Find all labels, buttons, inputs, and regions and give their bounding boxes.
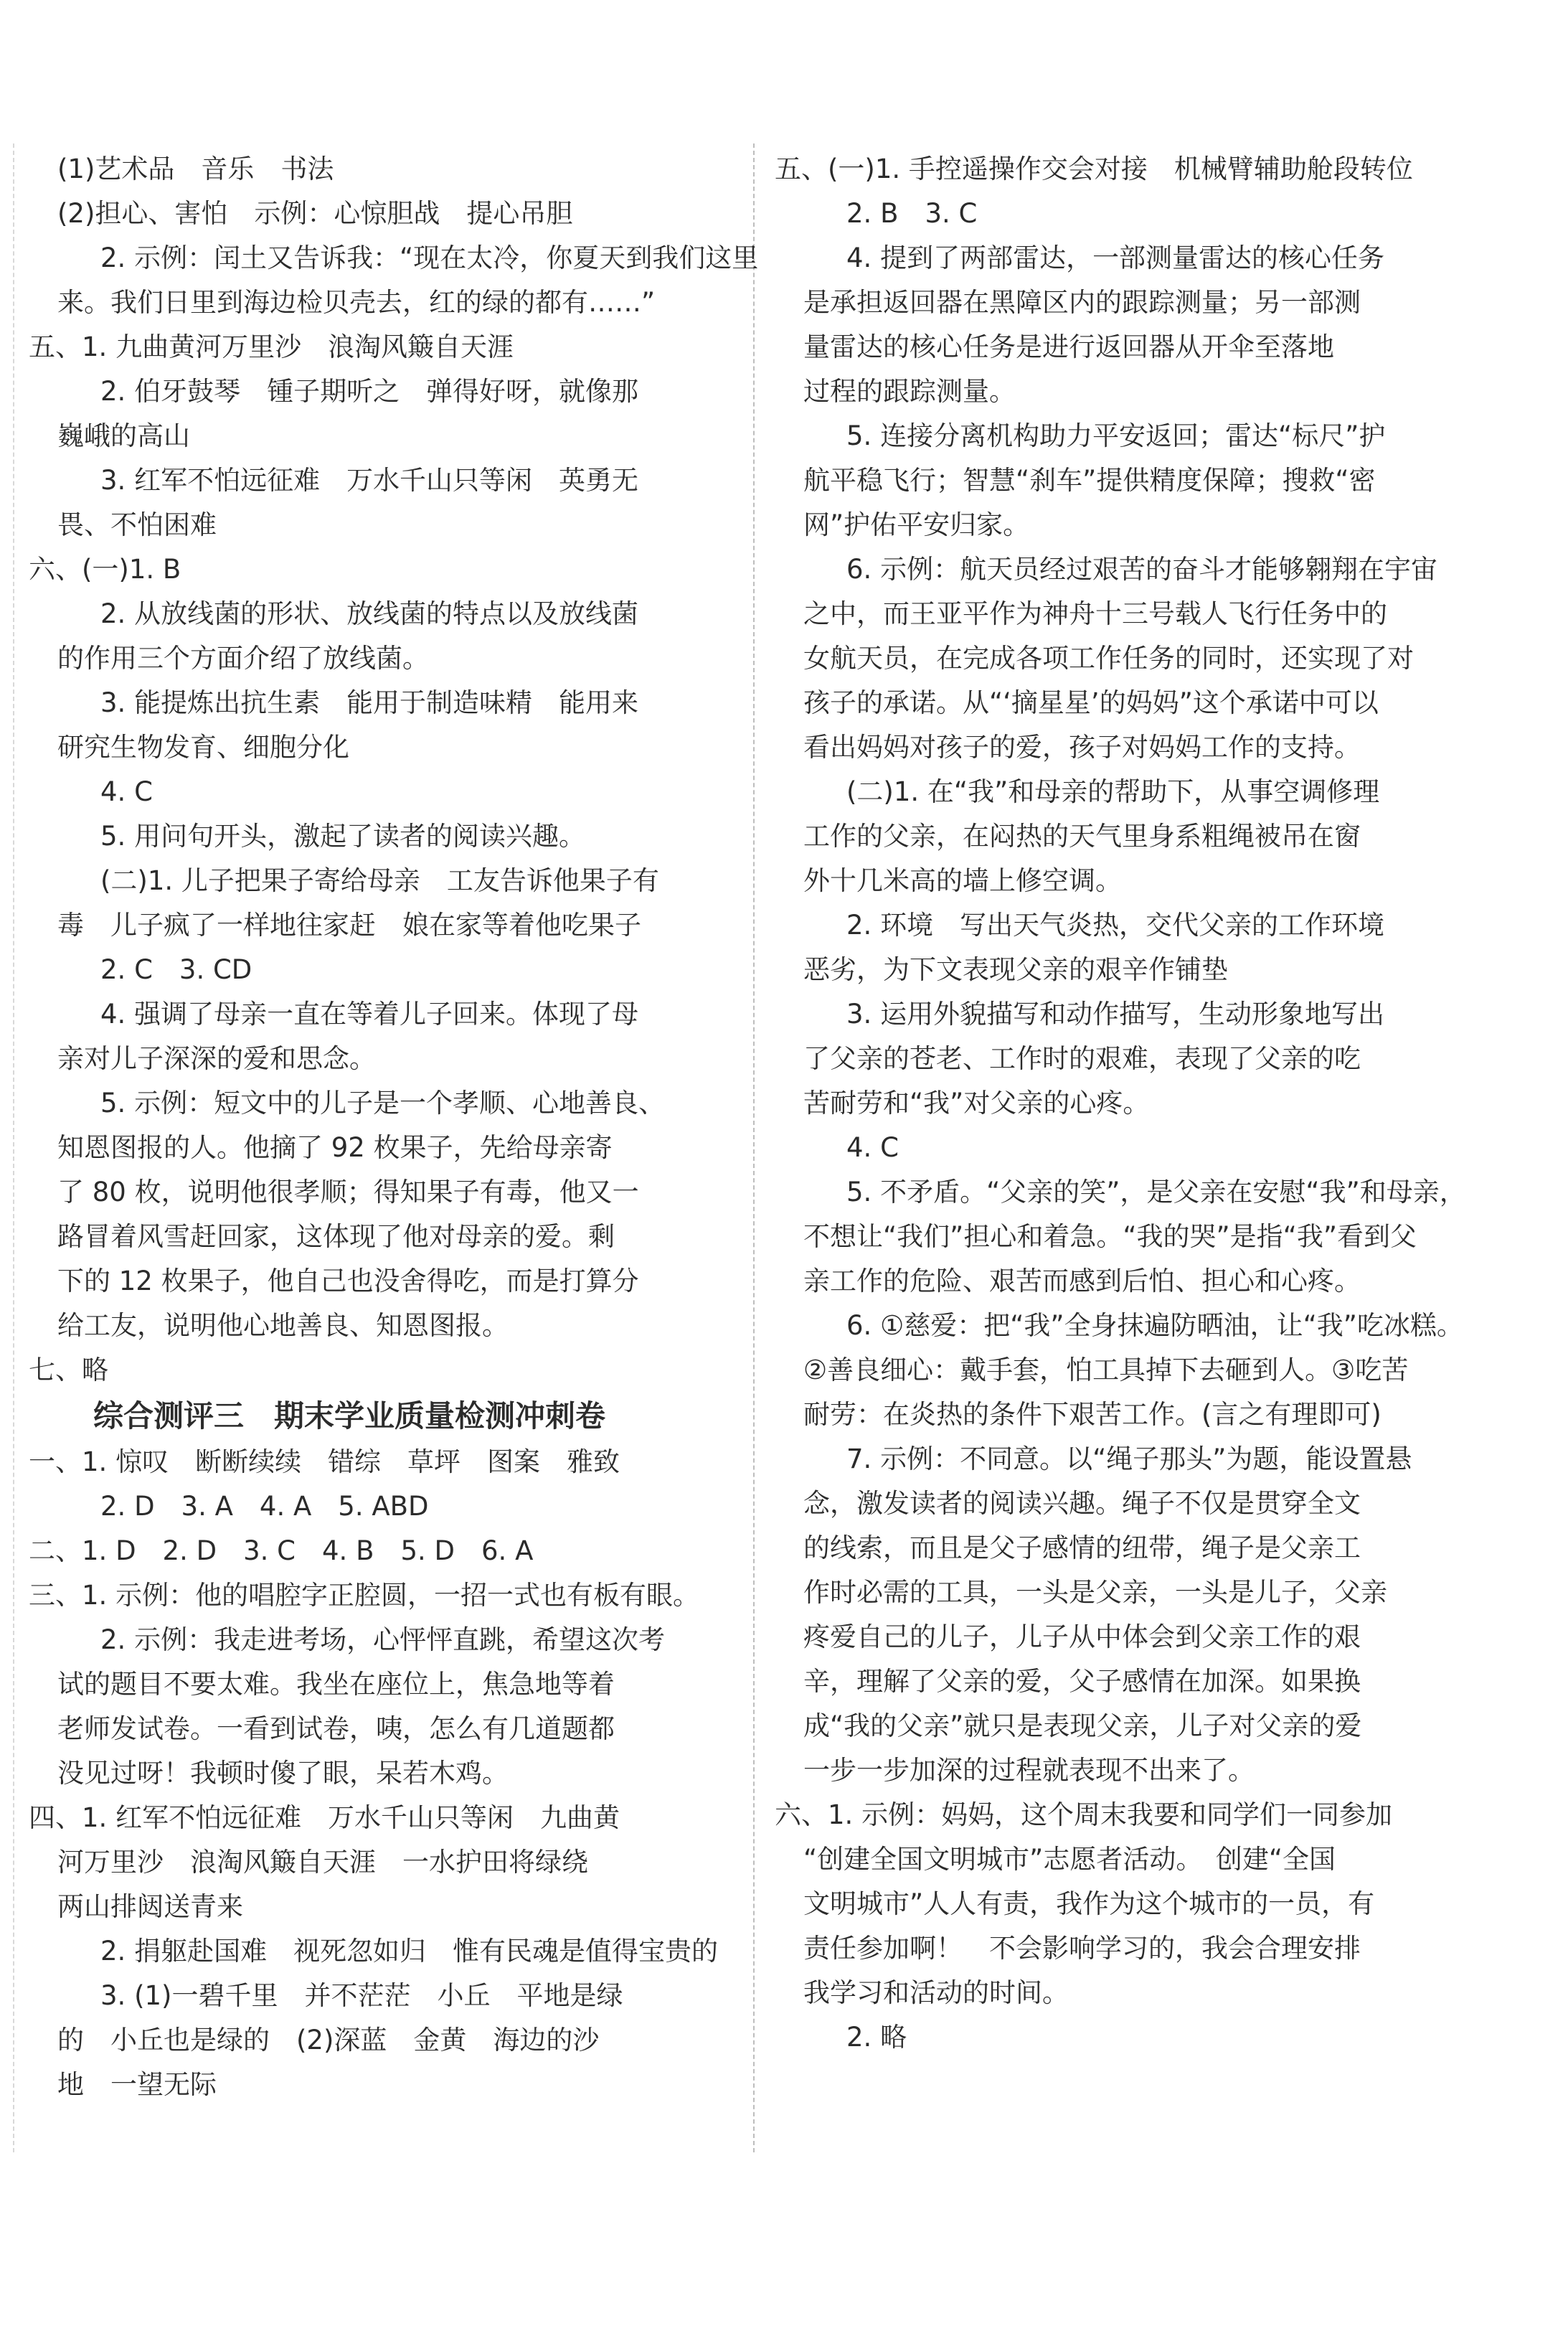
left-answer-line: 没见过呀！我顿时傻了眼，呆若木鸡。	[57, 1758, 509, 1789]
right-answer-line: 的线索，而且是父子感情的纽带，绳子是父亲工	[803, 1532, 1361, 1563]
right-answer-line: 我学习和活动的时间。	[803, 1977, 1069, 2008]
right-answer-line: 作时必需的工具，一头是父亲，一头是儿子，父亲	[803, 1577, 1387, 1608]
left-column	[29, 147, 759, 2107]
right-answer-line: 航平稳飞行；智慧“刹车”提供精度保障；搜救“密	[803, 465, 1376, 496]
right-answer-line: 5. 连接分离机构助力平安返回；雷达“标尺”护	[846, 420, 1386, 451]
left-answer-line: 的 小丘也是绿的 (2)深蓝 金黄 海边的沙	[57, 2025, 600, 2055]
right-answer-line: 耐劳：在炎热的条件下艰苦工作。(言之有理即可)	[803, 1399, 1382, 1430]
margin-line	[13, 143, 14, 2152]
left-answer-line: 五、1. 九曲黄河万里沙 浪淘风簸自天涯	[29, 331, 514, 362]
left-answer-line: 2. 示例：我走进考场，心怦怦直跳，希望这次考	[100, 1624, 666, 1655]
left-answer-line: 毒 儿子疯了一样地往家赶 娘在家等着他吃果子	[57, 910, 641, 941]
right-answer-line: ②善良细心：戴手套，怕工具掉下去砸到人。③吃苦	[803, 1355, 1409, 1385]
right-answer-line: 成“我的父亲”就只是表现父亲，儿子对父亲的爱	[803, 1710, 1362, 1741]
right-answer-line: 工作的父亲，在闷热的天气里身系粗绳被吊在窗	[803, 821, 1361, 852]
right-answer-line: 苦耐劳和“我”对父亲的心疼。	[803, 1088, 1150, 1119]
left-answer-line: (1)艺术品 音乐 书法	[57, 154, 334, 184]
right-answer-line: 疼爱自己的儿子，儿子从中体会到父亲工作的艰	[803, 1621, 1361, 1652]
left-answer-line: 2. C 3. CD	[100, 954, 252, 985]
left-answer-line: 2. 捐躯赴国难 视死忽如归 惟有民魂是值得宝贵的	[100, 1936, 719, 1967]
right-answer-line: 女航天员，在完成各项工作任务的同时，还实现了对	[803, 643, 1414, 674]
right-answer-line: 孩子的承诺。从“‘摘星星’的妈妈”这个承诺中可以	[803, 687, 1379, 718]
left-answer-line: 二、1. D 2. D 3. C 4. B 5. D 6. A	[29, 1535, 534, 1566]
right-answer-line: 责任参加啊！ 不会影响学习的，我会合理安排	[803, 1933, 1361, 1964]
right-answer-line: 5. 不矛盾。“父亲的笑”，是父亲在安慰“我”和母亲，	[846, 1177, 1466, 1207]
right-answer-line: 辛，理解了父亲的爱，父子感情在加深。如果换	[803, 1666, 1361, 1697]
right-answer-line: 网”护佑平安归家。	[803, 509, 1030, 540]
left-answer-line: 4. 强调了母亲一直在等着儿子回来。体现了母	[100, 999, 639, 1030]
left-answer-line: 2. D 3. A 4. A 5. ABD	[100, 1491, 429, 1522]
left-answer-line: 知恩图报的人。他摘了 92 枚果子，先给母亲寄	[57, 1132, 613, 1163]
right-answer-line: 2. B 3. C	[846, 198, 978, 229]
right-answer-line: 亲工作的危险、艰苦而感到后怕、担心和心疼。	[803, 1266, 1361, 1296]
right-answer-line: 2. 环境 写出天气炎热，交代父亲的工作环境	[846, 910, 1385, 941]
right-answer-line: 六、1. 示例：妈妈，这个周末我要和同学们一同参加	[775, 1799, 1393, 1830]
left-answer-line: 2. 伯牙鼓琴 锺子期听之 弹得好呀，就像那	[100, 376, 639, 407]
column-divider	[753, 143, 755, 2152]
right-answer-line: 6. ①慈爱：把“我”全身抹遍防晒油，让“我”吃冰糕。	[846, 1310, 1463, 1341]
left-answer-line: 一、1. 惊叹 断断续续 错综 草坪 图案 雅致	[29, 1446, 620, 1477]
right-answer-line: 五、(一)1. 手控遥操作交会对接 机械臂辅助舱段转位	[775, 154, 1413, 184]
left-answer-line: 巍峨的高山	[57, 420, 190, 451]
left-answer-line: (2)担心、害怕 示例：心惊胆战 提心吊胆	[57, 198, 573, 229]
left-answer-line: 河万里沙 浪淘风簸自天涯 一水护田将绿绕	[57, 1847, 588, 1878]
right-answer-line: 7. 示例：不同意。以“绳子那头”为题，能设置悬	[846, 1444, 1412, 1474]
right-answer-line: 看出妈妈对孩子的爱，孩子对妈妈工作的支持。	[803, 732, 1361, 763]
left-answer-line: 3. 红军不怕远征难 万水千山只等闲 英勇无	[100, 465, 639, 496]
left-answer-line: 了 80 枚，说明他很孝顺；得知果子有毒，他又一	[57, 1177, 639, 1207]
right-answer-line: “创建全国文明城市”志愿者活动。 创建“全国	[803, 1844, 1336, 1875]
left-answer-line: 六、(一)1. B	[29, 554, 181, 585]
left-answer-line: 下的 12 枚果子，他自己也没舍得吃，而是打算分	[57, 1266, 639, 1296]
left-answer-line: 七、略	[29, 1355, 108, 1385]
left-answer-line: 3. 能提炼出抗生素 能用于制造味精 能用来	[100, 687, 639, 718]
left-answer-line: 5. 用问句开头，激起了读者的阅读兴趣。	[100, 821, 586, 852]
left-answer-line: 地 一望无际	[57, 2069, 217, 2100]
right-answer-line: 量雷达的核心任务是进行返回器从开伞至落地	[803, 331, 1334, 362]
left-answer-line: 三、1. 示例：他的唱腔字正腔圆，一招一式也有板有眼。	[29, 1580, 700, 1611]
left-answer-line: 研究生物发育、细胞分化	[57, 732, 349, 763]
right-answer-line: 是承担返回器在黑障区内的跟踪测量；另一部测	[803, 287, 1361, 318]
left-answer-line: (二)1. 儿子把果子寄给母亲 工友告诉他果子有	[100, 865, 659, 896]
left-answer-line: 5. 示例：短文中的儿子是一个孝顺、心地善良、	[100, 1088, 666, 1119]
right-answer-line: 2. 略	[846, 2022, 907, 2053]
right-answer-line: 外十几米高的墙上修空调。	[803, 865, 1122, 896]
left-answer-line: 的作用三个方面介绍了放线菌。	[57, 643, 429, 674]
left-answer-line: 畏、不怕困难	[57, 509, 217, 540]
right-answer-line: 了父亲的苍老、工作时的艰难，表现了父亲的吃	[803, 1043, 1361, 1074]
left-answer-line: 3. (1)一碧千里 并不茫茫 小丘 平地是绿	[100, 1980, 623, 2011]
left-answer-line: 综合测评三 期末学业质量检测冲刺卷	[93, 1398, 606, 1433]
right-answer-line: 4. 提到了两部雷达，一部测量雷达的核心任务	[846, 242, 1385, 273]
left-answer-line: 2. 示例：闰土又告诉我：“现在太冷，你夏天到我们这里	[100, 242, 759, 273]
right-answer-line: (二)1. 在“我”和母亲的帮助下，从事空调修理	[846, 776, 1380, 807]
right-answer-line: 6. 示例：航天员经过艰苦的奋斗才能够翱翔在宇宙	[846, 554, 1438, 585]
right-answer-line: 之中，而王亚平作为神舟十三号载人飞行任务中的	[803, 598, 1387, 629]
right-answer-line: 文明城市”人人有责，我作为这个城市的一员，有	[803, 1888, 1375, 1919]
left-answer-line: 来。我们日里到海边检贝壳去，红的绿的都有……”	[57, 287, 656, 318]
left-answer-line: 给工友，说明他心地善良、知恩图报。	[57, 1310, 509, 1341]
left-answer-line: 4. C	[100, 776, 153, 807]
left-answer-line: 2. 从放线菌的形状、放线菌的特点以及放线菌	[100, 598, 639, 629]
left-answer-line: 亲对儿子深深的爱和思念。	[57, 1043, 376, 1074]
right-answer-line: 3. 运用外貌描写和动作描写，生动形象地写出	[846, 999, 1385, 1030]
right-answer-line: 4. C	[846, 1132, 899, 1163]
right-answer-line: 一步一步加深的过程就表现不出来了。	[803, 1755, 1255, 1786]
left-answer-line: 试的题目不要太难。我坐在座位上，焦急地等着	[57, 1669, 615, 1700]
right-answer-line: 不想让“我们”担心和着急。“我的哭”是指“我”看到父	[803, 1221, 1417, 1252]
left-answer-line: 四、1. 红军不怕远征难 万水千山只等闲 九曲黄	[29, 1802, 620, 1833]
right-column	[775, 147, 1535, 2060]
left-answer-line: 老师发试卷。一看到试卷，咦，怎么有几道题都	[57, 1713, 615, 1744]
right-answer-line: 过程的跟踪测量。	[803, 376, 1016, 407]
left-answer-line: 两山排闼送青来	[57, 1891, 243, 1922]
left-answer-line: 路冒着风雪赶回家，这体现了他对母亲的爱。剩	[57, 1221, 615, 1252]
right-answer-line: 念，激发读者的阅读兴趣。绳子不仅是贯穿全文	[803, 1488, 1361, 1519]
right-answer-line: 恶劣，为下文表现父亲的艰辛作铺垫	[803, 954, 1228, 985]
